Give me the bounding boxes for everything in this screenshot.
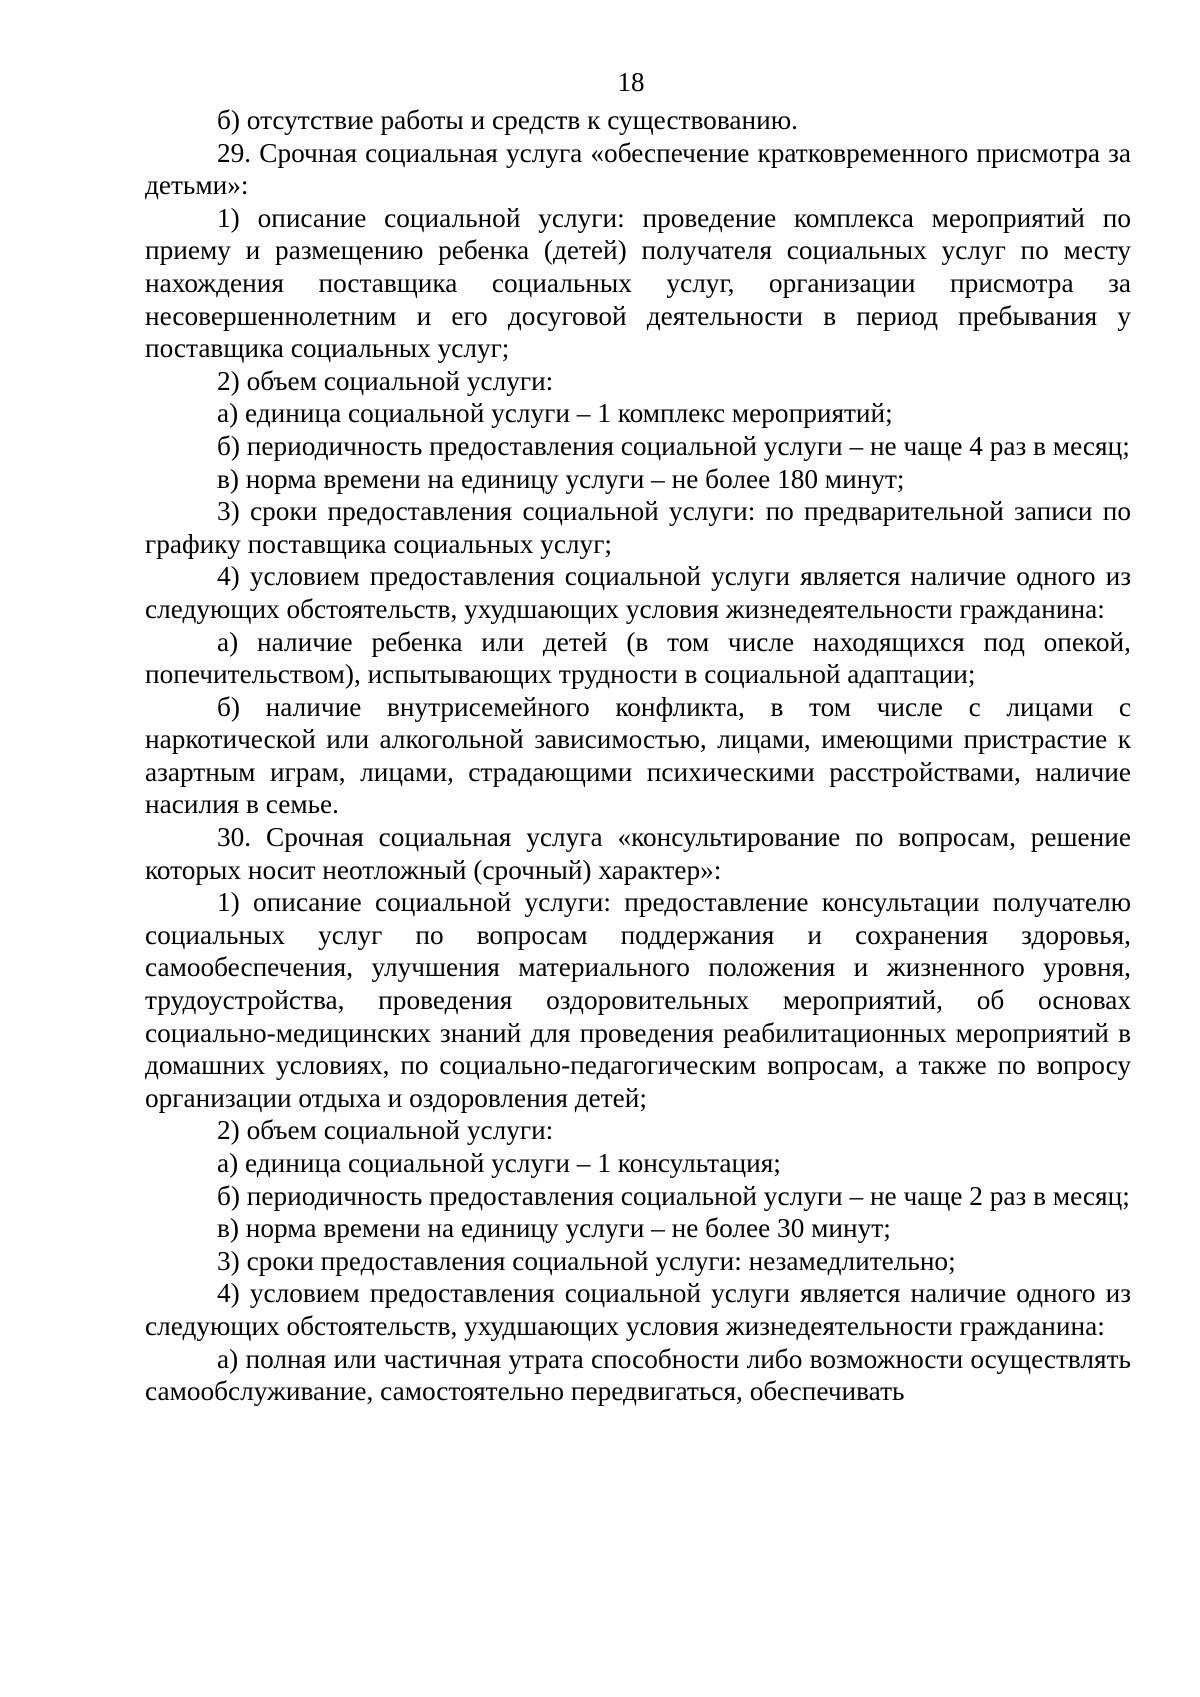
paragraph: а) полная или частичная утрата способности либо возможности осуществлять самообслуживание, самостоятельно передвигаться, обеспечивать — [145, 1343, 1131, 1407]
paragraph: 4) условием предоставления социальной услуги является наличие одного из следующих обстоятельств, ухудшающих условия жизнедеятельности гражданина: — [145, 1278, 1131, 1341]
paragraph: 2) объем социальной услуги: — [217, 365, 554, 396]
paragraph: 3) сроки предоставления социальной услуги: незамедлительно; — [217, 1245, 956, 1276]
paragraph: в) норма времени на единицу услуги – не более 180 минут; — [217, 463, 905, 494]
paragraph: б) наличие внутрисемейного конфликта, в том числе с лицами с наркотической или алкогольной зависимостью, лицами, имеющими пристрастие к азартным играм, лицами, страдающими психическими расстройствами, наличие насилия в семье. — [145, 691, 1131, 820]
paragraph: 1) описание социальной услуги: проведение комплекса мероприятий по приему и размещению ребенка (детей) получателя социальных услуг по месту нахождения поставщика социальных услуг, организации присмотра за несовершеннолетним и его досуговой деятельности в период пребывания у поставщика социальных услуг; — [145, 202, 1131, 364]
paragraph: а) единица социальной услуги – 1 комплекс мероприятий; — [217, 398, 893, 429]
paragraph: а) наличие ребенка или детей (в том числе находящихся под опекой, попечительством), испытывающих трудности в социальной адаптации; — [145, 626, 1131, 690]
paragraph: б) периодичность предоставления социальной услуги – не чаще 4 раз в месяц; — [217, 430, 1130, 461]
paragraph: 1) описание социальной услуги: предоставление консультации получателю социальных услуг по вопросам поддержания и сохранения здоровья, самообеспечения, улучшения материального положения и жизненного уровня, трудоустройства, проведения оздоровительных мероприятий, об основах социально-медицинских знаний для проведения реабилитационных мероприятий в домашних условиях, по социально-педагогическим вопросам, а также по вопросу организации отдыха и оздоровления детей; — [145, 887, 1131, 1113]
paragraph: в) норма времени на единицу услуги – не более 30 минут; — [217, 1213, 891, 1244]
paragraph: б) отсутствие работы и средств к существованию. — [217, 105, 798, 135]
paragraph: 30. Срочная социальная услуга «консультирование по вопросам, решение которых носит неотложный (срочный) характер»: — [145, 822, 1131, 885]
paragraph: б) периодичность предоставления социальной услуги – не чаще 2 раз в месяц; — [217, 1180, 1130, 1211]
paragraph: 3) сроки предоставления социальной услуги: по предварительной записи по графику поставщика социальных услуг; — [145, 496, 1131, 559]
page-number: 18 — [617, 67, 645, 97]
document-body — [145, 104, 1131, 1408]
paragraph: 4) условием предоставления социальной услуги является наличие одного из следующих обстоятельств, ухудшающих условия жизнедеятельности гражданина: — [145, 561, 1131, 624]
paragraph: 29. Срочная социальная услуга «обеспечение кратковременного присмотра за детьми»: — [145, 137, 1131, 201]
paragraph: 2) объем социальной услуги: — [217, 1115, 554, 1146]
paragraph: а) единица социальной услуги – 1 консультация; — [217, 1148, 781, 1178]
